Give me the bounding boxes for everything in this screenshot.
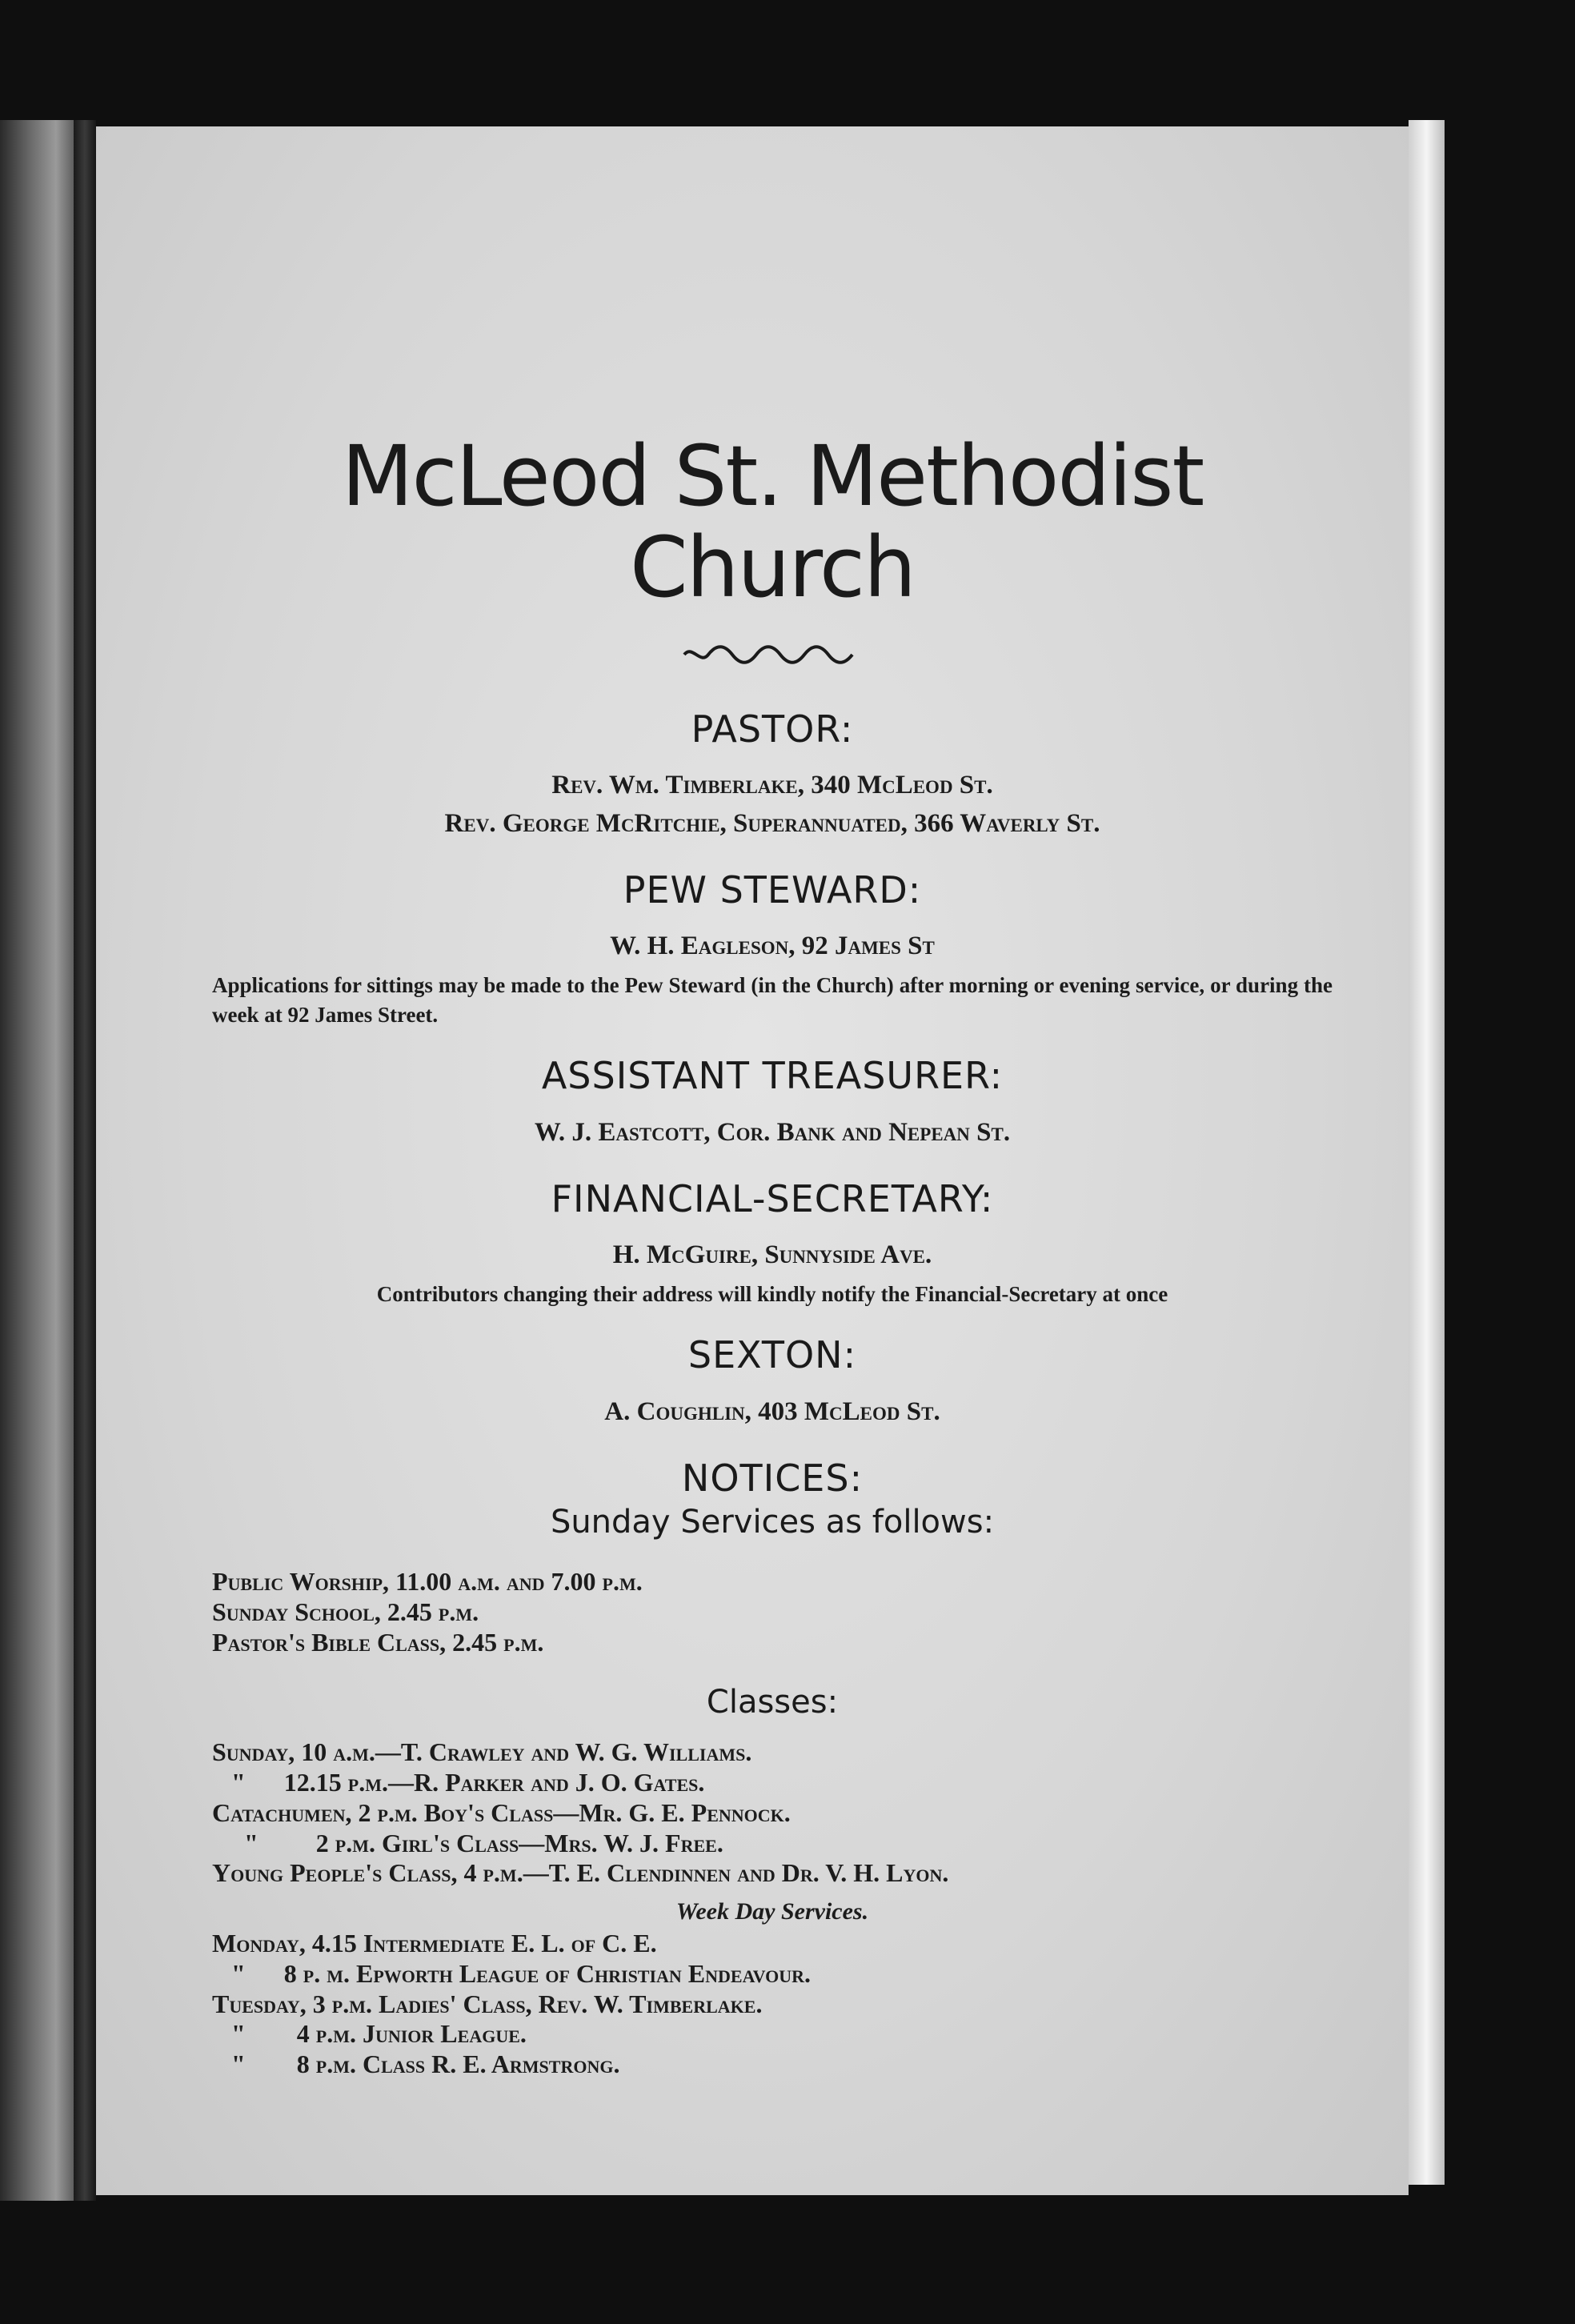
week-day-line: Tuesday, 3 p.m. Ladies' Class, Rev. W. Timberlake. bbox=[212, 1989, 763, 2018]
pastor-line-2: Rev. George McRitchie, Superannuated, 366 Waverly St. bbox=[444, 809, 1100, 839]
week-day-line: Monday, 4.15 Intermediate E. L. of C. E. bbox=[212, 1929, 657, 1958]
document-page bbox=[96, 126, 1409, 2195]
class-line: Young People's Class, 4 p.m.—T. E. Clendinnen and Dr. V. H. Lyon. bbox=[212, 1858, 949, 1888]
pastor-line-1: Rev. Wm. Timberlake, 340 McLeod St. bbox=[551, 771, 993, 800]
pew-steward-name: W. H. Eagleson, 92 James St bbox=[610, 932, 935, 961]
week-day-heading: Week Day Services. bbox=[675, 1898, 869, 1925]
financial-secretary-note: Contributors changing their address will kindly notify the Financial-Secretary at once bbox=[376, 1281, 1168, 1306]
book-spine bbox=[74, 120, 96, 2201]
financial-secretary-heading: FINANCIAL-SECRETARY: bbox=[551, 1176, 994, 1220]
financial-secretary-name: H. McGuire, Sunnyside Ave. bbox=[612, 1240, 932, 1270]
pastor-heading: PASTOR: bbox=[691, 707, 854, 751]
sunday-service-line: Pastor's Bible Class, 2.45 p.m. bbox=[212, 1627, 544, 1657]
classes-heading: Classes: bbox=[706, 1684, 839, 1721]
class-line: " 2 p.m. Girl's Class—Mrs. W. J. Free. bbox=[212, 1828, 723, 1857]
church-title: McLeod St. Methodist Church bbox=[341, 427, 1204, 617]
sunday-service-line: Public Worship, 11.00 a.m. and 7.00 p.m. bbox=[212, 1567, 643, 1597]
previous-page-edge bbox=[0, 120, 80, 2201]
sexton-name: A. Coughlin, 403 McLeod St. bbox=[604, 1396, 940, 1426]
assistant-treasurer-name: W. J. Eastcott, Cor. Bank and Nepean St. bbox=[534, 1117, 1011, 1147]
wavy-ornament-icon bbox=[680, 643, 864, 667]
class-line: " 12.15 p.m.—R. Parker and J. O. Gates. bbox=[212, 1768, 705, 1797]
pew-steward-heading: PEW STEWARD: bbox=[623, 867, 922, 912]
week-day-line: " 8 p.m. Class R. E. Armstrong. bbox=[212, 2050, 620, 2079]
pew-steward-note: Applications for sittings may be made to the Pew Steward (in the Church) after morning or evening service, or during the week at 92 James Street. bbox=[212, 973, 1333, 1027]
class-line: Sunday, 10 a.m.—T. Crawley and W. G. Williams. bbox=[212, 1737, 752, 1767]
class-line: Catachumen, 2 p.m. Boy's Class—Mr. G. E. Pennock. bbox=[212, 1797, 791, 1827]
page-content bbox=[212, 427, 1333, 2080]
sunday-services-heading: Sunday Services as follows: bbox=[550, 1504, 995, 1541]
sexton-heading: SEXTON: bbox=[687, 1333, 857, 1377]
notices-heading: NOTICES: bbox=[681, 1456, 864, 1500]
week-day-line: " 4 p.m. Junior League. bbox=[212, 2019, 527, 2049]
assistant-treasurer-heading: ASSISTANT TREASURER: bbox=[541, 1054, 1004, 1098]
sunday-service-line: Sunday School, 2.45 p.m. bbox=[212, 1597, 479, 1626]
page-stack-edge bbox=[1409, 120, 1445, 2185]
week-day-line: " 8 p. m. Epworth League of Christian Endeavour. bbox=[212, 1958, 811, 1988]
